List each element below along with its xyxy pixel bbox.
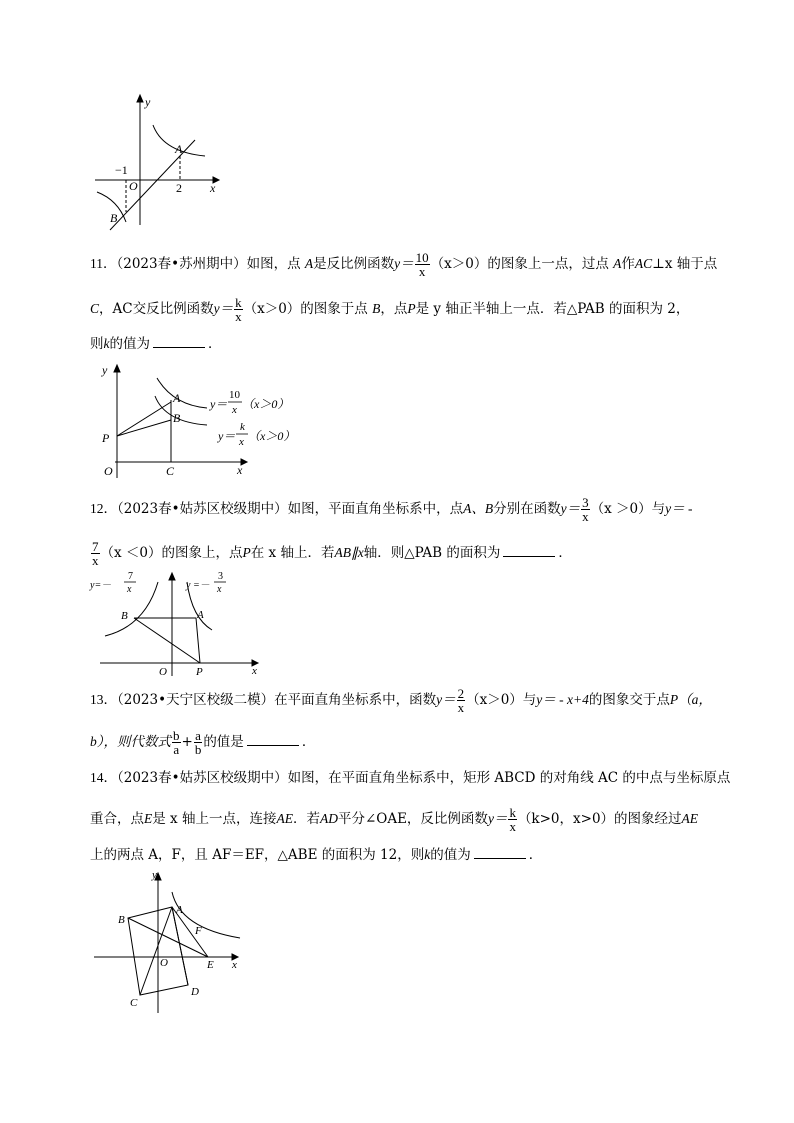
q11-l3a: 则 xyxy=(90,336,104,352)
q14-l3: 上的两点 A，F，且 AF＝EF，△ABE 的面积为 12，则 xyxy=(90,847,425,863)
q12-answer-blank[interactable] xyxy=(503,544,555,557)
curve-10-over-x xyxy=(157,378,207,408)
eq1-num: 10 xyxy=(229,389,240,401)
segment-pb xyxy=(117,420,171,436)
label-b: B xyxy=(118,914,125,926)
q11-point-a2: A xyxy=(613,256,622,271)
left-equation-label xyxy=(89,571,136,595)
q13-fraction-b-a xyxy=(172,729,181,756)
q11-cond1: （x＞0）的图象上一点，过点 xyxy=(430,256,609,272)
q11-point-b: B xyxy=(372,301,381,316)
y-axis-arrow xyxy=(114,365,120,372)
q13-l1d: 的图象交于点 xyxy=(588,692,670,708)
q14-k: k xyxy=(424,847,431,862)
q14-line2 xyxy=(90,806,730,833)
q12-end: ． xyxy=(558,545,572,561)
eq2-den: x xyxy=(239,436,244,448)
left-eq-den: x xyxy=(127,584,132,595)
right-equation-label xyxy=(185,571,226,595)
label-a: A xyxy=(176,904,183,916)
q14-yeq: y＝ xyxy=(487,811,508,826)
q11-f2-den: x xyxy=(235,309,242,324)
q13-line2 xyxy=(90,729,730,756)
q14-l3b: 的值为 xyxy=(430,847,471,863)
label-e: E xyxy=(207,959,214,971)
q11-point-p: P xyxy=(407,301,416,316)
eq1-pre: y＝ xyxy=(210,397,228,411)
figure-q10-graph xyxy=(85,90,225,230)
q13-f2-den: b xyxy=(194,742,202,757)
q12-f1-num: 3 xyxy=(582,495,589,510)
q14-line1 xyxy=(90,768,730,788)
q11-text: 是反比例函数 xyxy=(313,256,395,272)
q12-number: 12． xyxy=(90,501,117,516)
q12-ab-parallel: AB∥x xyxy=(334,545,364,560)
label-c: C xyxy=(130,997,138,1009)
q14-f-den: x xyxy=(509,819,516,834)
q11-k: k xyxy=(103,336,110,351)
q13-end: ． xyxy=(301,734,316,750)
y-axis-arrow xyxy=(169,573,175,580)
q11-yeq: y＝ xyxy=(394,256,414,271)
label-x: x xyxy=(252,665,257,677)
q11-l3b: 的值为 xyxy=(109,336,150,352)
label-f: F xyxy=(195,925,202,937)
label-x: x xyxy=(232,959,237,971)
label-o: O xyxy=(129,179,138,193)
q14-fraction xyxy=(508,806,517,833)
q13-line-eq: y＝ - x+4 xyxy=(536,692,589,707)
q14-l1: （2023春•姑苏区校级期中）如图，在平面直角坐标系中，矩形 ABCD 的对角线 AC 的中点与坐标原点 xyxy=(117,770,731,786)
q13-yeq: y＝ xyxy=(436,692,456,707)
q11-number: 11． xyxy=(90,256,117,271)
q12-cond1: （x ＞0）与 xyxy=(590,501,666,517)
figure-q12-graph xyxy=(90,568,270,680)
q13-number: 13． xyxy=(90,692,117,707)
q12-line2 xyxy=(90,540,730,567)
q12-points-ab: A、B xyxy=(463,501,494,516)
q11-fraction-2 xyxy=(234,296,243,323)
equation-label-2 xyxy=(217,421,295,448)
q12-f2-den: x xyxy=(92,553,99,568)
right-eq-num: 3 xyxy=(218,571,223,582)
label-o: O xyxy=(159,666,167,678)
q13-f1-num: b xyxy=(173,728,180,743)
q14-f-num: k xyxy=(509,805,516,820)
label-o: O xyxy=(160,957,168,969)
label-o: O xyxy=(104,464,113,478)
label-a: A xyxy=(175,142,183,156)
q11-line1 xyxy=(90,251,730,278)
q11-ac: AC xyxy=(634,256,653,271)
label-y: y xyxy=(102,363,108,377)
q13-point: P（a， xyxy=(669,692,712,707)
q11-l2e: 是 y 轴正半轴上一点．若△PAB 的面积为 2， xyxy=(415,301,690,317)
label-p: P xyxy=(102,431,110,445)
q14-ae: AE xyxy=(276,811,293,826)
q11-end: ． xyxy=(208,336,222,352)
q12-fraction-2 xyxy=(91,540,100,567)
q12-fraction-1 xyxy=(581,496,590,523)
q14-l2c: ．若 xyxy=(292,811,320,827)
q12-f1-den: x xyxy=(582,509,589,524)
q12-l2b: 在 x 轴上．若 xyxy=(250,545,335,561)
q11-yeq2: y＝ xyxy=(213,301,234,316)
q13-answer-blank[interactable] xyxy=(247,733,299,746)
q13-plus: + xyxy=(181,734,193,750)
eq1-den: x xyxy=(232,404,237,416)
label-y: y xyxy=(152,869,157,881)
q11-l2b: （x＞0）的图象于点 xyxy=(243,301,368,317)
q11-f1-num: 10 xyxy=(415,250,429,265)
eq2-cond: （x＞0） xyxy=(248,429,296,443)
q11-line2 xyxy=(90,296,730,323)
label-2: 2 xyxy=(176,181,182,195)
q12-yeq2: y＝ - xyxy=(665,501,693,516)
label-p: P xyxy=(196,666,203,678)
label-neg1: −1 xyxy=(115,163,128,177)
eq1-cond: （x＞0） xyxy=(242,397,290,411)
q12-point-p: P xyxy=(242,545,251,560)
label-c: C xyxy=(166,464,175,478)
q12-yeq: y＝ xyxy=(560,501,581,516)
y-axis-arrow xyxy=(137,95,143,102)
q14-line3 xyxy=(90,845,730,865)
q13-l2a: b），则代数式 xyxy=(90,734,171,749)
q13-f1-den: a xyxy=(173,742,180,757)
q11-f2-num: k xyxy=(235,295,242,310)
q12-f2-num: 7 xyxy=(92,539,99,554)
eq2-pre: y＝ xyxy=(218,429,236,443)
q12-line1 xyxy=(90,496,730,523)
right-eq-den: x xyxy=(217,584,222,595)
q13-l1a: （2023•天宁区校级二模）在平面直角坐标系中，函数 xyxy=(117,692,437,708)
q14-number: 14． xyxy=(90,770,117,785)
q11-l2a: ，AC交反比例函数 xyxy=(99,301,214,317)
q11-f1-den: x xyxy=(418,264,426,279)
segment-ap xyxy=(196,618,200,663)
q13-fraction xyxy=(457,687,466,714)
q12-l2a: （x ＜0）的图象上，点 xyxy=(100,545,243,561)
q11-point-c: C xyxy=(90,301,100,316)
q13-l2b: 的值是 xyxy=(203,734,244,750)
q14-point-e: E xyxy=(144,811,153,826)
q11-line3 xyxy=(90,334,730,354)
q11-fraction-1 xyxy=(415,251,430,278)
q13-fraction-a-b xyxy=(194,729,203,756)
figure-q11-graph xyxy=(95,360,310,480)
label-x: x xyxy=(237,463,243,477)
q14-l2b: 是 x 轴上一点，连接 xyxy=(152,811,277,827)
q12-l2c: 轴．则△PAB 的面积为 xyxy=(363,545,501,561)
label-b: B xyxy=(110,211,118,225)
segment-pa xyxy=(117,402,171,436)
q11-text3: ⊥x 轴于点 xyxy=(652,256,718,272)
q13-f-den: x xyxy=(457,700,465,715)
label-b: B xyxy=(173,411,181,425)
right-eq-pre: y =－ xyxy=(186,580,210,591)
q11-answer-blank[interactable] xyxy=(153,335,205,348)
q14-l2a: 重合，点 xyxy=(90,811,144,827)
q12-l1a: （2023春•姑苏区校级期中）如图，平面直角坐标系中，点 xyxy=(117,501,464,517)
label-y: y xyxy=(145,95,151,109)
eq2-num: k xyxy=(240,421,245,433)
q12-l1c: 分别在函数 xyxy=(493,501,561,517)
left-eq-num: 7 xyxy=(128,571,133,582)
q11-l2d: ，点 xyxy=(380,301,408,317)
q14-answer-blank[interactable] xyxy=(474,846,526,859)
q13-line1 xyxy=(90,687,730,714)
equation-label-1 xyxy=(209,389,289,416)
q11-source: （2023春•苏州期中）如图，点 xyxy=(116,256,301,272)
q11-point-a: A xyxy=(304,256,314,271)
q14-ad: AD xyxy=(319,811,338,826)
label-b: B xyxy=(121,610,128,622)
q14-ae2: AE xyxy=(681,811,699,826)
q13-l1b: （x＞0）与 xyxy=(466,692,537,708)
curve-left-branch xyxy=(105,582,158,636)
diagonal-ac xyxy=(140,907,172,995)
label-x: x xyxy=(210,181,216,195)
curve-k-over-x xyxy=(155,396,207,425)
left-eq-pre: y=－ xyxy=(90,580,112,591)
figure-q14-graph xyxy=(90,868,260,1016)
q13-f-num: 2 xyxy=(457,686,465,701)
q14-end: ． xyxy=(528,847,543,863)
label-a: A xyxy=(173,391,181,405)
q13-f2-num: a xyxy=(195,728,201,743)
q14-l2d: 平分∠OAE，反比例函数 xyxy=(337,811,488,827)
segment-bp xyxy=(134,618,200,663)
q11-text2: 作 xyxy=(621,256,635,272)
label-a: A xyxy=(197,609,204,621)
q14-l2e: （k>0，x>0）的图象经过 xyxy=(517,811,682,827)
label-d: D xyxy=(191,986,199,998)
